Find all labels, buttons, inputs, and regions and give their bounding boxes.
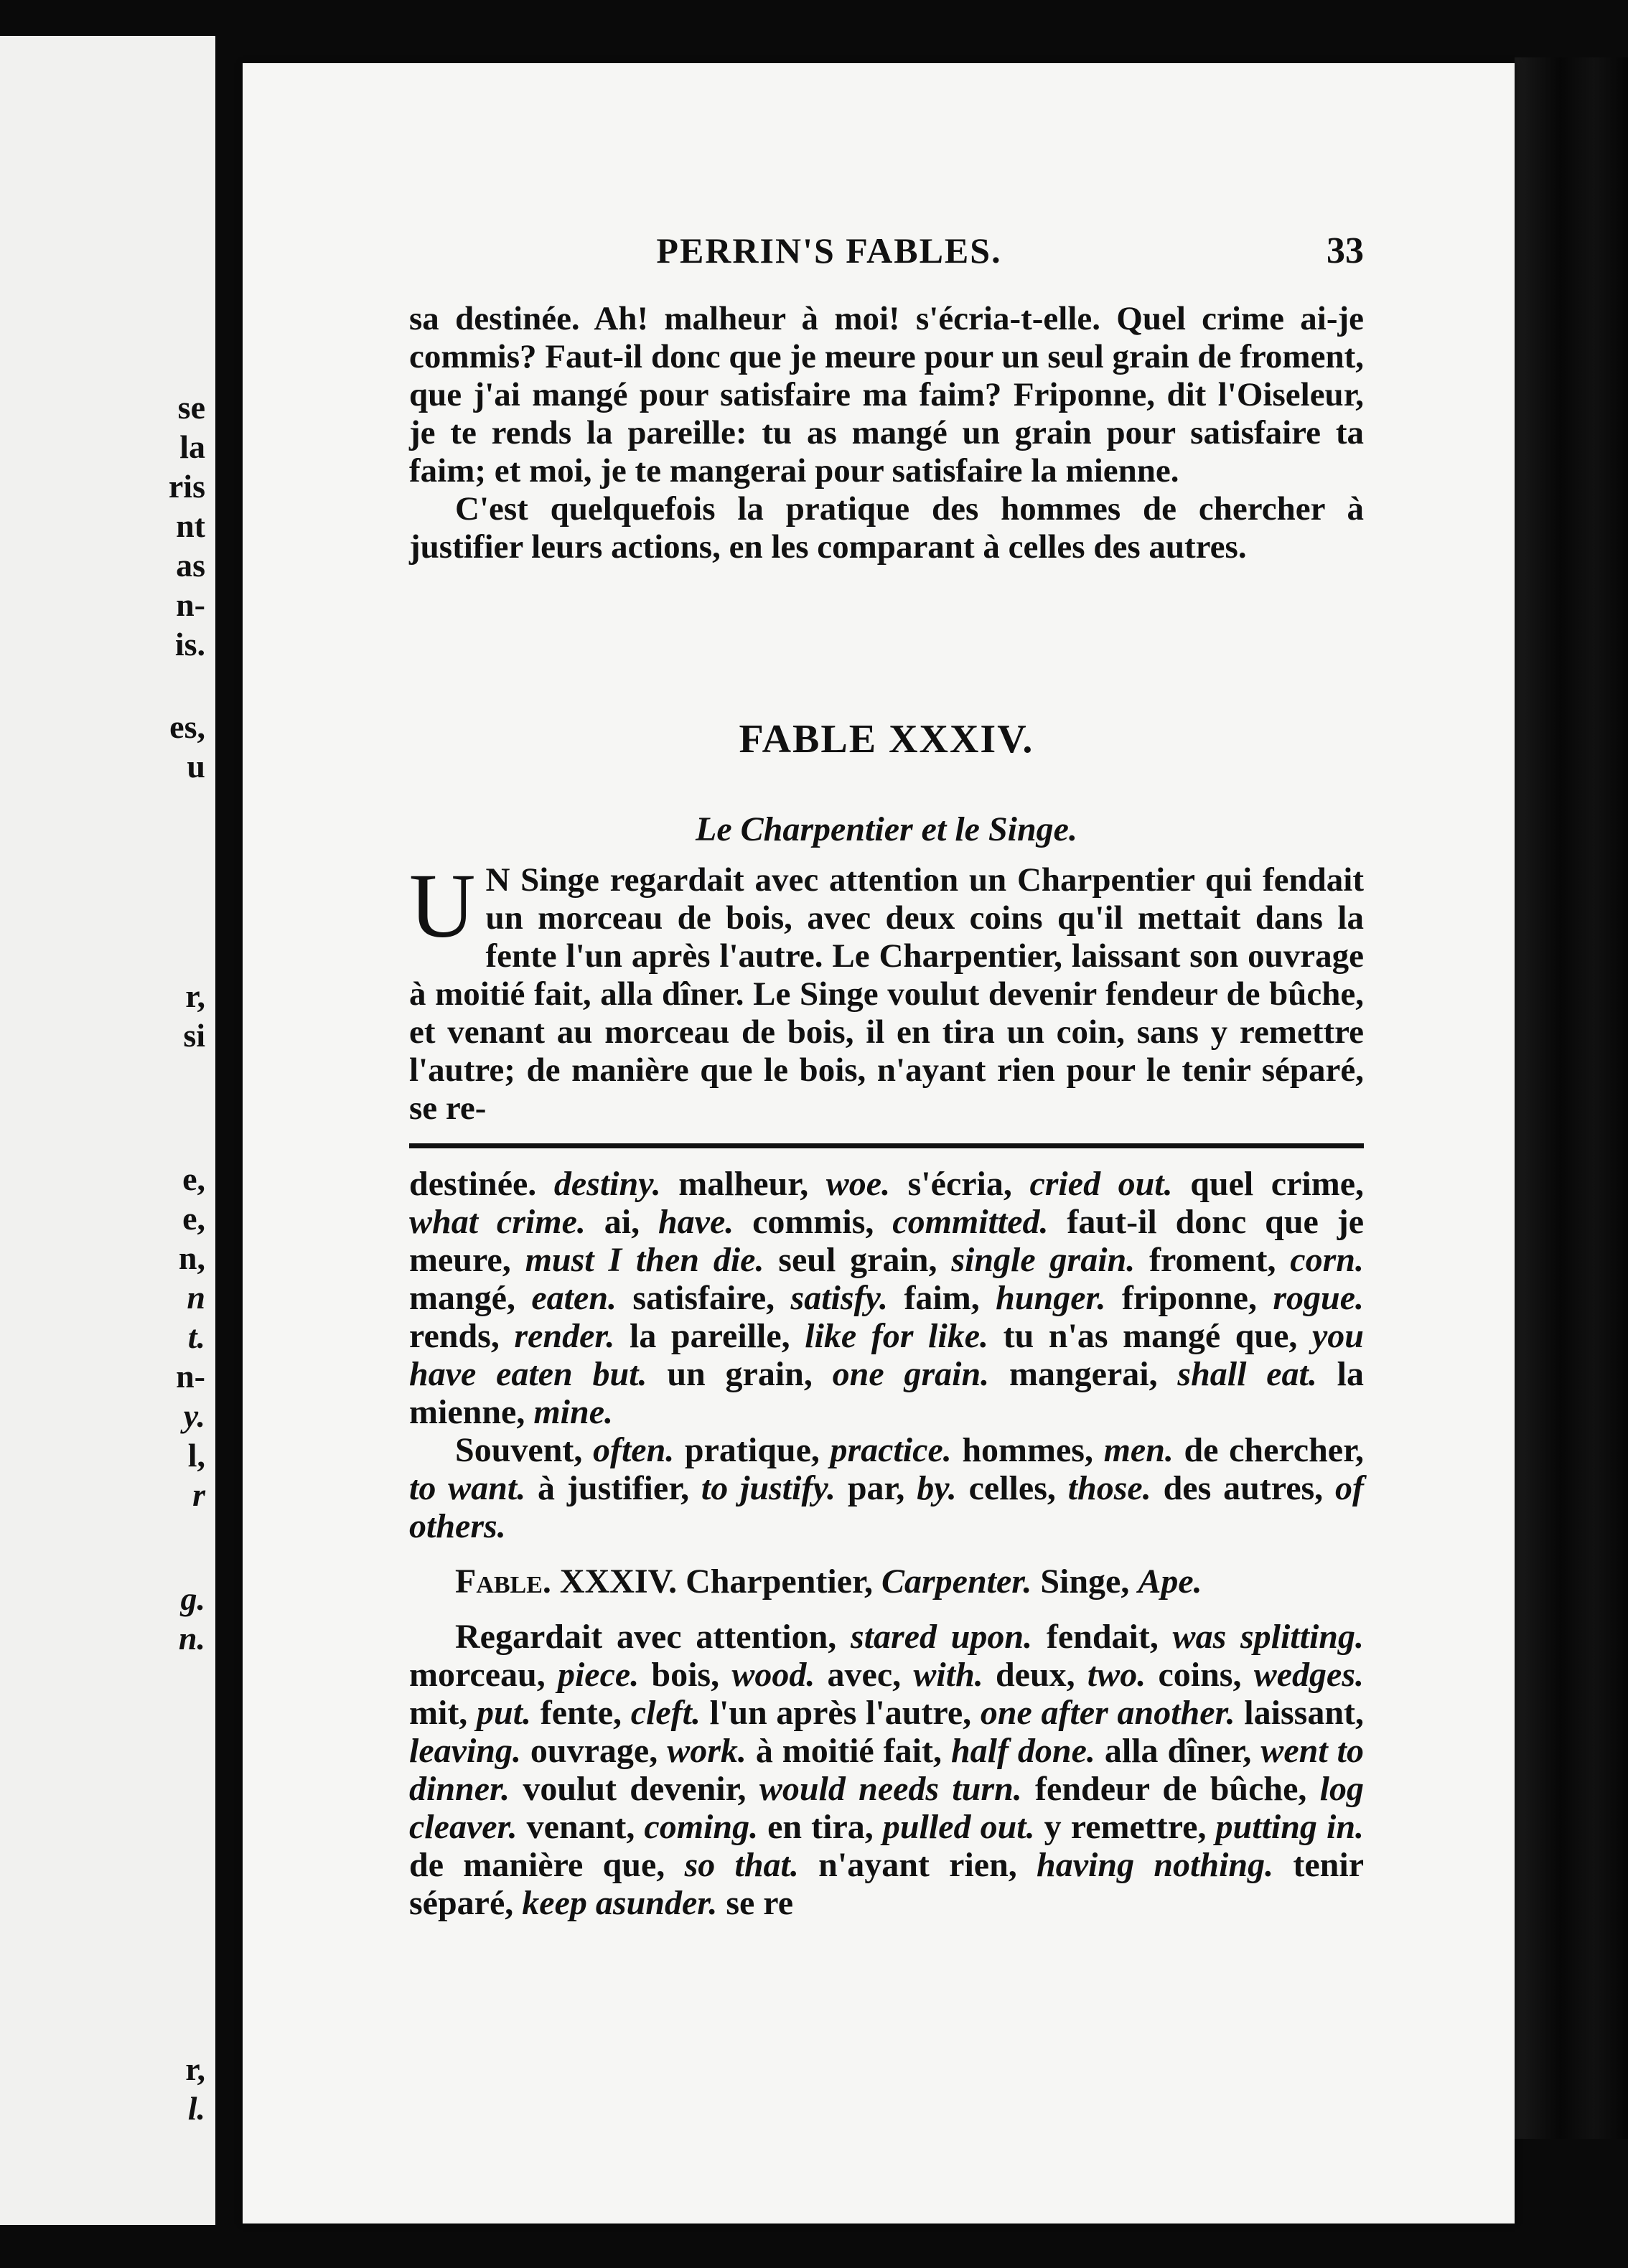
english-gloss: coming.	[644, 1808, 759, 1846]
english-gloss: would needs turn.	[759, 1770, 1022, 1808]
french-term: Singe,	[1031, 1562, 1138, 1601]
left-page-fragment: la	[179, 428, 205, 465]
fable-title: FABLE XXXIV.	[739, 717, 1034, 762]
english-gloss: put.	[477, 1694, 532, 1732]
french-term: hommes,	[951, 1431, 1104, 1469]
english-gloss: corn.	[1290, 1241, 1364, 1279]
french-term: voulut devenir,	[510, 1770, 759, 1808]
running-title: PERRIN'S FABLES.	[656, 230, 1002, 271]
french-term: froment,	[1135, 1241, 1291, 1279]
english-gloss: rogue.	[1273, 1279, 1365, 1317]
english-gloss: wood.	[731, 1656, 815, 1694]
english-gloss: single grain.	[951, 1241, 1136, 1279]
english-gloss: Ape.	[1138, 1562, 1202, 1601]
left-page-fragment: r,	[185, 2051, 205, 2087]
french-term: mangerai,	[989, 1355, 1178, 1393]
left-page-fragment: n-	[176, 586, 205, 623]
english-gloss: to justify.	[701, 1469, 836, 1507]
left-page-fragment: n,	[178, 1240, 205, 1276]
english-gloss: cried out.	[1029, 1165, 1173, 1203]
english-gloss: by.	[917, 1469, 957, 1507]
left-page-fragment: se	[177, 389, 205, 426]
french-term: pratique,	[674, 1431, 831, 1469]
left-page-fragment: nt	[176, 507, 205, 544]
left-page-fragment: u	[187, 748, 205, 784]
left-page-fragment: is.	[174, 626, 205, 662]
left-page-fragment: es,	[169, 708, 205, 745]
page-number: 33	[1327, 230, 1364, 271]
french-term: de chercher,	[1173, 1431, 1365, 1469]
english-gloss: leaving.	[409, 1732, 521, 1770]
english-gloss: hunger.	[996, 1279, 1106, 1317]
english-gloss: one after another.	[980, 1694, 1235, 1732]
left-page-fragment: r	[192, 1476, 205, 1513]
left-page-fragment: ris	[168, 468, 205, 505]
left-facing-page	[0, 36, 215, 2225]
page-header	[409, 230, 1364, 280]
left-page-fragment: n.	[178, 1620, 205, 1657]
english-gloss: you have eaten but.	[409, 1317, 1364, 1393]
french-term: par,	[835, 1469, 917, 1507]
english-gloss: those.	[1067, 1469, 1151, 1507]
french-term: ai,	[585, 1203, 658, 1241]
french-term: avec,	[815, 1656, 914, 1694]
left-page-fragment: t.	[187, 1318, 205, 1355]
french-term: mit,	[409, 1694, 477, 1732]
french-term: un grain,	[647, 1355, 833, 1393]
left-page-fragment: si	[183, 1017, 205, 1054]
french-term: satisfaire,	[617, 1279, 791, 1317]
notes-block-2	[409, 1431, 1364, 1545]
english-gloss: satisfy.	[790, 1279, 889, 1317]
main-text	[409, 300, 1364, 566]
english-gloss: was splitting.	[1172, 1618, 1365, 1656]
book-edge	[1515, 57, 1628, 2139]
french-term: la mienne,	[409, 1355, 1365, 1431]
french-term: Regardait avec attention,	[455, 1618, 851, 1656]
english-gloss: having nothing.	[1037, 1846, 1274, 1884]
french-term: seul grain,	[764, 1241, 952, 1279]
french-term: tenir séparé,	[409, 1846, 1365, 1922]
french-term: des autres,	[1151, 1469, 1336, 1507]
french-term: quel crime,	[1172, 1165, 1364, 1203]
english-gloss: keep asunder.	[522, 1884, 718, 1922]
main-paragraph-1: sa destinée. Ah! malheur à moi! s'écria-t-elle. Quel crime ai-je commis? Faut-il donc que je meure pour un seul grain de froment, que j'ai mangé pour satisfaire ma faim? Friponne, dit l'Oiseleur, je te rends la pareille: tu as mangé un grain pour satisfaire ta faim; et moi, je te mangerai pour satisfaire la mienne.	[409, 300, 1364, 489]
french-term: Fable	[455, 1562, 543, 1601]
english-gloss: shall eat.	[1177, 1355, 1317, 1393]
french-term: faim,	[888, 1279, 996, 1317]
french-term: . XXXIV. Charpentier,	[542, 1562, 881, 1601]
french-term: Souvent,	[455, 1431, 593, 1469]
french-term: destinée.	[409, 1165, 554, 1203]
english-gloss: cleft.	[630, 1694, 701, 1732]
english-gloss: often.	[592, 1431, 675, 1469]
english-gloss: wedges.	[1253, 1656, 1364, 1694]
english-gloss: to want.	[409, 1469, 526, 1507]
main-paragraph-2: C'est quelquefois la pratique des hommes de chercher à justifier leurs actions, en les comparant à celles des autres.	[409, 490, 1364, 566]
english-gloss: what crime.	[409, 1203, 586, 1241]
english-gloss: one grain.	[832, 1355, 990, 1393]
french-term: ouvrage,	[520, 1732, 668, 1770]
left-page-fragment: n	[187, 1279, 205, 1316]
divider-rule	[409, 1143, 1364, 1148]
left-page-fragment: r,	[185, 978, 205, 1014]
french-term: rends,	[409, 1317, 515, 1355]
french-term: bois,	[639, 1656, 732, 1694]
english-gloss: must I then die.	[525, 1241, 764, 1279]
left-page-fragment: as	[176, 547, 205, 584]
french-term: malheur,	[660, 1165, 826, 1203]
french-term: l'un après l'autre,	[700, 1694, 981, 1732]
french-term: mangé,	[409, 1279, 532, 1317]
english-gloss: like for like.	[805, 1317, 989, 1355]
english-gloss: putting in.	[1215, 1808, 1365, 1846]
french-term: venant,	[517, 1808, 645, 1846]
french-term: alla dîner,	[1095, 1732, 1261, 1770]
drop-cap: U	[409, 855, 476, 957]
french-term: de manière que,	[409, 1846, 685, 1884]
french-term: y remettre,	[1034, 1808, 1216, 1846]
french-term: n'ayant rien,	[798, 1846, 1037, 1884]
french-term: faut-il donc que je meure,	[409, 1203, 1364, 1279]
french-term: fendeur de bûche,	[1021, 1770, 1320, 1808]
english-gloss: men.	[1103, 1431, 1174, 1469]
english-gloss: pulled out.	[882, 1808, 1035, 1846]
english-gloss: of others.	[409, 1469, 1365, 1545]
french-term: se re	[717, 1884, 794, 1922]
english-gloss: woe.	[825, 1165, 891, 1203]
left-page-fragment: l.	[187, 2090, 205, 2127]
english-gloss: render.	[514, 1317, 615, 1355]
english-gloss: two.	[1087, 1656, 1146, 1694]
notes-block-1	[409, 1165, 1364, 1431]
english-gloss: half done.	[950, 1732, 1095, 1770]
french-term: deux,	[983, 1656, 1087, 1694]
english-gloss: Carpenter.	[881, 1562, 1032, 1601]
french-term: morceau,	[409, 1656, 558, 1694]
english-gloss: log cleaver.	[409, 1770, 1364, 1846]
english-gloss: piece.	[557, 1656, 640, 1694]
left-page-fragment: e,	[182, 1161, 205, 1197]
french-term: en tira,	[758, 1808, 883, 1846]
left-page-fragment: e,	[182, 1200, 205, 1237]
french-term: laissant,	[1235, 1694, 1364, 1732]
english-gloss: with.	[913, 1656, 983, 1694]
english-gloss: practice.	[830, 1431, 952, 1469]
english-gloss: have.	[658, 1203, 734, 1241]
french-term: fente,	[531, 1694, 631, 1732]
french-term: tu n'as mangé que,	[988, 1317, 1312, 1355]
fable-body-text: N Singe regardait avec attention un Charpentier qui fendait un morceau de bois, avec deux coins qu'il mettait dans la fente l'un après l'autre. Le Charpentier, laissant son ouvrage à moitié fait, alla dîner. Le Singe voulut devenir fendeur de bûche, et venant au morceau de bois, il en tira un coin, sans y remettre l'autre; de manière que le bois, n'ayant rien pour le tenir séparé, se re-	[409, 861, 1364, 1127]
fable-subtitle: Le Charpentier et le Singe.	[696, 810, 1077, 848]
left-page-fragment: y.	[183, 1397, 205, 1434]
notes-block-4	[409, 1618, 1364, 1922]
english-gloss: destiny.	[553, 1165, 661, 1203]
english-gloss: went to dinner.	[409, 1732, 1364, 1808]
notes-block-3	[409, 1562, 1364, 1601]
vocabulary-notes	[409, 1165, 1364, 1922]
english-gloss: mine.	[533, 1393, 613, 1431]
french-term: coins,	[1146, 1656, 1254, 1694]
french-term: à moitié fait,	[746, 1732, 951, 1770]
english-gloss: so that.	[684, 1846, 799, 1884]
left-page-fragment: g.	[180, 1580, 205, 1617]
french-term: à justifier,	[525, 1469, 701, 1507]
french-term: commis,	[734, 1203, 893, 1241]
french-term: celles,	[956, 1469, 1068, 1507]
book-page	[243, 63, 1515, 2224]
english-gloss: eaten.	[531, 1279, 617, 1317]
english-gloss: committed.	[892, 1203, 1049, 1241]
french-term: la pareille,	[614, 1317, 805, 1355]
french-term: fendait,	[1032, 1618, 1173, 1656]
english-gloss: stared upon.	[851, 1618, 1033, 1656]
french-term: s'écria,	[890, 1165, 1030, 1203]
left-page-fragment: n-	[176, 1358, 205, 1395]
english-gloss: work.	[667, 1732, 747, 1770]
french-term: friponne,	[1105, 1279, 1273, 1317]
fable-body	[409, 855, 1364, 1128]
left-page-fragment: l,	[187, 1437, 205, 1473]
